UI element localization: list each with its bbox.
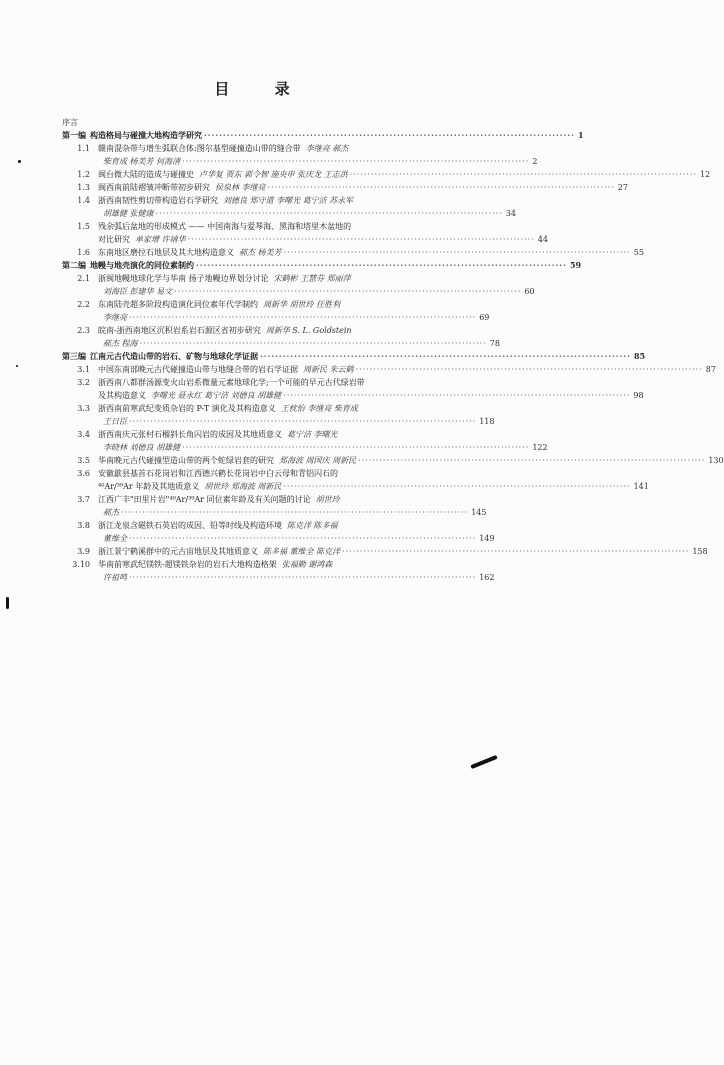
entry-title: 对比研究: [98, 235, 130, 244]
dot-leader: [182, 155, 529, 168]
toc-entry[interactable]: [62, 519, 462, 532]
page-number: 122: [532, 443, 548, 452]
toc-entry[interactable]: [62, 389, 644, 402]
entry-authors: 许祖鸣: [103, 573, 127, 582]
page-number: 2: [532, 157, 538, 166]
scan-speck: [18, 160, 21, 163]
entry-authors: 侯泉林 李继亮: [215, 183, 266, 192]
page-number: 60: [524, 287, 535, 296]
entry-number: 2.3: [77, 326, 90, 335]
entry-title: 江西广丰"田里片岩"⁴⁰Ar/³⁹Ar 同位素年龄及有关问题的讨论: [98, 495, 311, 504]
entry-authors: 周新华 胡世玲 任胜利: [263, 300, 341, 309]
toc-entry[interactable]: [62, 337, 500, 350]
entry-authors: 周新华 S. L. Goldstein: [265, 326, 352, 335]
entry-authors: 张福勤 谢鸿森: [281, 560, 333, 569]
entry-authors: 董维全: [103, 534, 127, 543]
dot-leader: [140, 337, 487, 350]
page-number: 149: [479, 534, 495, 543]
entry-title: 江南元古代造山带的岩石、矿物与地球化学证据: [90, 351, 258, 361]
entry-number: 1.1: [77, 144, 90, 153]
dot-leader: [283, 389, 630, 402]
dot-leader: [283, 480, 630, 493]
entry-number: 3.9: [77, 547, 90, 556]
dot-leader: [182, 441, 529, 454]
entry-number: 1.2: [77, 170, 90, 179]
toc-entry[interactable]: [62, 363, 716, 376]
entry-number: 3.1: [77, 365, 90, 374]
page-number: 55: [633, 248, 644, 257]
page-number: 69: [479, 313, 490, 322]
page-number: 12: [699, 170, 711, 179]
toc-entry[interactable]: [62, 376, 462, 389]
entry-authors: 刘海臣 彭建华 易文: [103, 287, 173, 296]
entry-title: 中国东南部晚元古代碰撞造山带与地缝合带的岩石学证据: [98, 365, 298, 374]
toc-entry[interactable]: [62, 181, 628, 194]
table-of-contents: [62, 112, 724, 584]
entry-authors: 胡雄健 张健康: [103, 209, 154, 218]
entry-number: 1.4: [77, 196, 90, 205]
toc-entry[interactable]: [62, 272, 462, 285]
part-number: 第二编: [62, 260, 86, 270]
part-number: 第一编: [62, 130, 86, 140]
toc-part-heading[interactable]: [62, 259, 582, 272]
dot-leader: [188, 233, 535, 246]
page-number: 34: [505, 209, 516, 218]
scan-mark: [470, 755, 497, 769]
dot-leader: [342, 545, 689, 558]
toc-entry[interactable]: [62, 246, 644, 259]
entry-title: 浙西南韧性剪切带构造岩石学研究: [98, 196, 218, 205]
toc-entry[interactable]: [62, 142, 462, 155]
entry-authors: 刘德良 郑守道 李曙光 葛宁洁 苏永军: [223, 196, 354, 205]
entry-title: 浙西南八都群汤源变火山岩系微量元素地球化学;一个可能的早元古代绿岩带: [98, 378, 365, 387]
entry-number: 1.3: [77, 183, 90, 192]
toc-entry[interactable]: [62, 168, 711, 181]
page-number: 98: [633, 391, 644, 400]
page-number: 145: [471, 508, 487, 517]
entry-title: 安徽歙县基首石花岗岩和江西德兴鹤长花岗岩中白云母和青铝闪石的: [98, 469, 338, 478]
toc-entry[interactable]: [62, 558, 462, 571]
dot-leader: [156, 207, 503, 220]
toc-entry[interactable]: [62, 441, 548, 454]
toc-entry[interactable]: [62, 155, 538, 168]
entry-title: 浙江龙泉含磁铁石英岩的成因、铅等时线及构造环境: [98, 521, 282, 530]
entry-title: 浙西南庆元张村石榴斜长角闪岩的成因及其地质意义: [98, 430, 282, 439]
entry-number: 1.5: [77, 222, 90, 231]
entry-title: 浙西南前寒武纪变质杂岩的 P-T 演化及其构造意义: [98, 404, 276, 413]
toc-entry[interactable]: [62, 298, 462, 311]
entry-title: 东南地区磨拉石地层及其大地构造意义: [98, 248, 234, 257]
entry-authors: 周新民 朱云鹤: [303, 365, 354, 374]
toc-entry[interactable]: [62, 480, 649, 493]
scan-mark: [6, 597, 9, 609]
dot-leader: [350, 168, 697, 181]
dot-leader: [284, 246, 631, 259]
entry-authors: 郝杰 程海: [103, 339, 138, 348]
toc-entry[interactable]: [62, 311, 490, 324]
toc-entry[interactable]: [62, 545, 708, 558]
entry-number: 3.5: [77, 456, 90, 465]
page-number: 27: [617, 183, 628, 192]
entry-title: 华南前寒武纪镁铁-超镁铁杂岩的岩石大地构造格架: [98, 560, 277, 569]
entry-title: 赣南混杂带与增生弧联合体:图尔基型碰撞造山带的缝合带: [98, 144, 301, 153]
toc-entry[interactable]: [62, 220, 462, 233]
entry-authors: 柴育成 杨美芳 何海清: [103, 157, 181, 166]
entry-authors: 陈克洋 陈多福: [287, 521, 338, 530]
entry-number: 1.6: [77, 248, 90, 257]
toc-entries: [62, 129, 724, 584]
dot-leader: [121, 506, 468, 519]
toc-entry[interactable]: [62, 233, 548, 246]
toc-entry[interactable]: [62, 402, 462, 415]
entry-title: 残余弧后盆地的形成模式 —— 中国南海与爱琴海、黑海和塔里木盆地的: [98, 222, 352, 231]
dot-leader: [204, 129, 575, 142]
entry-number: 3.7: [77, 495, 90, 504]
dot-leader: [358, 454, 705, 467]
toc-entry[interactable]: [62, 324, 462, 337]
entry-number: 2.1: [77, 274, 90, 283]
entry-title: 浙江景宁鹤溪群中的元古宙地层及其地质意义: [98, 547, 258, 556]
scan-speck: [16, 365, 18, 367]
page-number: 162: [479, 573, 495, 582]
entry-authors: 卢华复 贾东 郭令智 施央申 张庆龙 王志洪: [199, 170, 348, 179]
entry-authors: 王枕怡 李继亮 柴育成: [280, 404, 358, 413]
toc-entry[interactable]: [62, 415, 495, 428]
entry-authors: 郝杰 杨美芳: [239, 248, 282, 257]
dot-leader: [356, 363, 703, 376]
dot-leader: [196, 259, 567, 272]
dot-leader: [260, 350, 631, 363]
entry-authors: 李继亮 郝杰: [305, 144, 349, 153]
entry-number: 3.10: [72, 560, 90, 569]
entry-number: 3.6: [77, 469, 90, 478]
dot-leader: [174, 285, 521, 298]
toc-entry[interactable]: [62, 532, 495, 545]
entry-title: 及其构造意义: [98, 391, 146, 400]
page-number: 130: [708, 456, 724, 465]
entry-title: 皖南-浙西南地区沉积岩系岩石源区省初步研究: [98, 326, 261, 335]
entry-authors: 李继亮: [103, 313, 127, 322]
page-number: 87: [705, 365, 716, 374]
toc-entry[interactable]: [62, 467, 462, 480]
dot-leader: [129, 415, 476, 428]
part-number: 第三编: [62, 351, 86, 361]
toc-entry[interactable]: [62, 493, 462, 506]
entry-authors: 胡世玲: [315, 495, 340, 504]
entry-authors: 郑海波 周国庆 周新民: [279, 456, 357, 465]
toc-entry[interactable]: [62, 428, 462, 441]
page-number: 78: [489, 339, 500, 348]
toc-entry[interactable]: [62, 454, 724, 467]
toc-entry[interactable]: [62, 506, 487, 519]
dot-leader: [268, 181, 615, 194]
toc-entry[interactable]: [62, 194, 462, 207]
entry-authors: 王日臣: [103, 417, 127, 426]
preface-link[interactable]: 序言: [62, 118, 78, 127]
page-number: 118: [479, 417, 495, 426]
entry-number: 3.3: [77, 404, 90, 413]
entry-authors: 胡世玲 郑海波 周新民: [204, 482, 282, 491]
toc-entry[interactable]: [62, 285, 535, 298]
page-number: 158: [692, 547, 708, 556]
page-number: 1: [577, 130, 584, 140]
entry-title: 东南陆壳超多阶段构造演化同位素年代学制约: [98, 300, 258, 309]
entry-title: 浙闽地幔地球化学与华南 扬子地幔边界划分讨论: [98, 274, 269, 283]
dot-leader: [129, 311, 476, 324]
entry-authors: 单家增 许靖华: [135, 235, 186, 244]
entry-authors: 郝杰: [103, 508, 119, 517]
entry-authors: 葛宁洁 李曙光: [287, 430, 338, 439]
page-number: 44: [537, 235, 548, 244]
entry-number: 3.4: [77, 430, 90, 439]
entry-number: 3.2: [77, 378, 90, 387]
toc-entry[interactable]: [62, 571, 495, 584]
entry-authors: 宋鹤彬 王慧芬 郑丽萍: [273, 274, 351, 283]
page-number: 141: [633, 482, 649, 491]
entry-title: 闽台微大陆的造成与碰撞史: [98, 170, 194, 179]
entry-number: 2.2: [77, 300, 90, 309]
toc-part-heading[interactable]: [62, 129, 584, 142]
entry-authors: 李晓林 刘德良 胡雄健: [103, 443, 181, 452]
entry-authors: 李曙光 聂永红 葛宁洁 刘德良 胡雄健: [151, 391, 282, 400]
dot-leader: [129, 532, 476, 545]
toc-title: 目 录: [214, 80, 310, 98]
page-number: 59: [569, 260, 582, 270]
entry-title: 华南晚元古代碰撞型造山带的两个蛇绿岩套的研究: [98, 456, 274, 465]
entry-number: 3.8: [77, 521, 90, 530]
entry-title: ⁴⁰Ar/³⁹Ar 年龄及其地质意义: [98, 482, 200, 491]
toc-entry[interactable]: [62, 207, 516, 220]
page-number: 85: [633, 351, 646, 361]
dot-leader: [129, 571, 476, 584]
entry-title: 构造格局与碰撞大地构造学研究: [90, 130, 202, 140]
toc-part-heading[interactable]: [62, 350, 646, 363]
entry-authors: 陈多福 董维全 陈克洋: [263, 547, 341, 556]
entry-title: 闽西南前陆褶皱冲断带初步研究: [98, 183, 210, 192]
entry-title: 地幔与地壳演化的同位素制约: [90, 260, 194, 270]
